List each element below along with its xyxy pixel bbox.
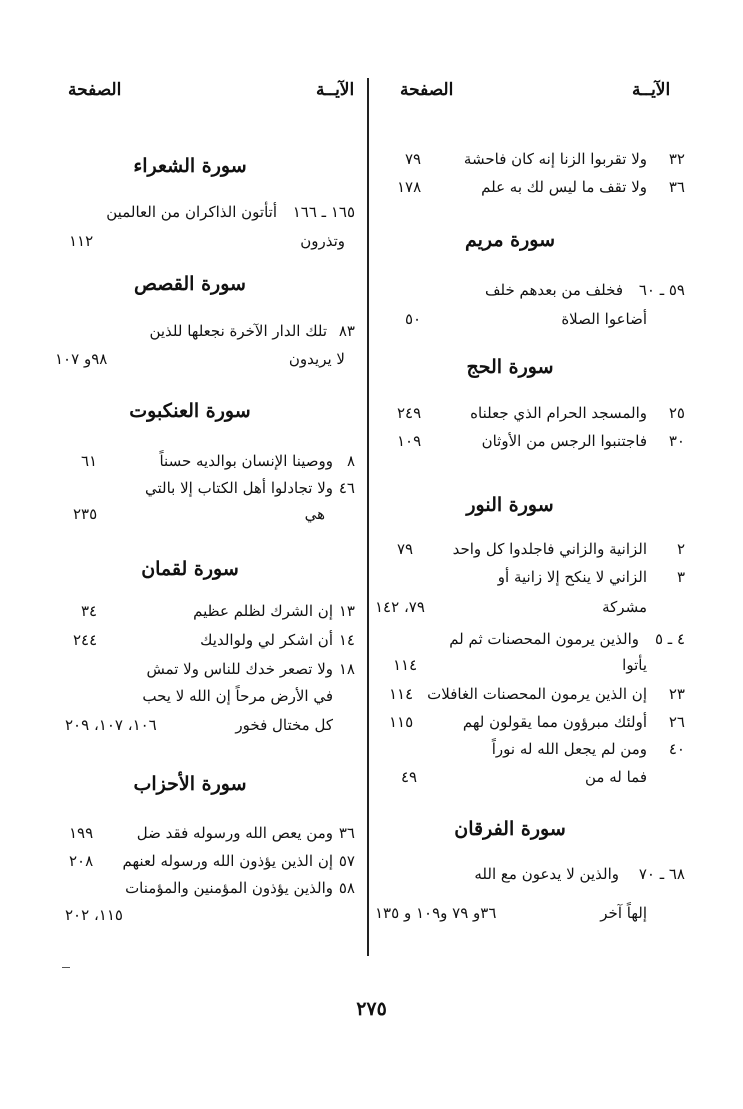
index-row: ٣٦ ولا تقف ما ليس لك به علم ١٧٨: [397, 178, 685, 196]
index-row: ١٣ إن الشرك لظلم عظيم ٣٤: [81, 602, 355, 620]
index-row: ٣٢ ولا تقربوا الزنا إنه كان فاحشة ٧٩: [405, 150, 685, 168]
index-row: فما له من ٤٩: [401, 768, 647, 786]
index-row: ٦٨ ـ ٧٠ والذين لا يدعون مع الله: [474, 865, 685, 883]
index-row: إلهاً آخر ٣٦و ٧٩ و١٠٩ و ١٣٥: [375, 904, 647, 922]
page-number: ٢٧٥: [356, 998, 387, 1020]
index-row: ٣٦ ومن يعص الله ورسوله فقد ضل ١٩٩: [69, 824, 355, 842]
left-column: [55, 0, 355, 1000]
index-row: ١٦٥ ـ ١٦٦ أتأتون الذاكران من العالمين: [106, 203, 355, 221]
index-row: لا يريدون ٩٨و ١٠٧: [55, 350, 345, 368]
header-aya-right: الآيــة: [632, 80, 671, 100]
index-row: وتذرون ١١٢: [69, 232, 345, 250]
index-row: ١٤ أن اشكر لي ولوالديك ٢٤٤: [73, 631, 355, 649]
index-row: ٢٦ أولئك مبرؤون مما يقولون لهم ١١٥: [389, 713, 685, 731]
print-mark: [62, 967, 70, 968]
index-row: أضاعوا الصلاة ٥٠: [405, 310, 647, 328]
surah-title: سورة الفرقان: [454, 818, 566, 840]
index-row: ١٨ ولا تصعر خدك للناس ولا تمش: [146, 660, 355, 678]
index-row: ٥٩ ـ ٦٠ فخلف من بعدهم خلف: [484, 281, 685, 299]
index-row: ٣٠ فاجتنبوا الرجس من الأوثان ١٠٩: [397, 432, 685, 450]
column-divider: [367, 78, 369, 956]
index-row: ٨ ووصينا الإنسان بوالديه حسناً ٦١: [81, 452, 355, 470]
surah-title: سورة العنكبوت: [129, 400, 251, 422]
index-row: ٤٠ ومن لم يجعل الله له نوراً: [491, 740, 685, 758]
index-row: هي ٢٣٥: [73, 505, 325, 523]
surah-title: سورة النور: [466, 494, 554, 516]
surah-title: سورة مريم: [464, 229, 556, 251]
index-row: ٤ ـ ٥ والذين يرمون المحصنات ثم لم: [449, 630, 685, 648]
surah-title: سورة الشعراء: [133, 155, 247, 177]
index-row: ٢٥ والمسجد الحرام الذي جعلناه ٢٤٩: [397, 404, 685, 422]
index-row: ٢٣ إن الذين يرمون المحصنات الغافلات ١١٤: [389, 685, 685, 703]
right-column: [375, 0, 685, 1000]
surah-title: سورة لقمان: [141, 558, 239, 580]
index-row: ١١٥، ٢٠٢: [65, 906, 123, 924]
index-row: ٢ الزانية والزاني فاجلدوا كل واحد ٧٩: [397, 540, 685, 558]
index-row: كل مختال فخور ١٠٦، ١٠٧، ٢٠٩: [65, 716, 333, 734]
index-row: ٤٦ ولا تجادلوا أهل الكتاب إلا بالتي: [145, 479, 355, 497]
index-row: ٨٣ تلك الدار الآخرة نجعلها للذين: [149, 322, 355, 340]
header-aya-left: الآيــة: [316, 80, 355, 100]
surah-title: سورة القصص: [134, 273, 246, 295]
index-row: مشركة ٧٩، ١٤٢: [375, 598, 647, 616]
header-page-left: الصفحة: [68, 80, 122, 100]
header-page-right: الصفحة: [400, 80, 454, 100]
index-row: في الأرض مرحاً إن الله لا يحب: [142, 687, 333, 705]
index-row: ٣ الزاني لا ينكح إلا زانية أو: [497, 568, 685, 586]
surah-title: سورة الأحزاب: [133, 773, 247, 795]
index-row: ٥٨ والذين يؤذون المؤمنين والمؤمنات: [125, 879, 355, 897]
index-row: ٥٧ إن الذين يؤذون الله ورسوله لعنهم ٢٠٨: [69, 852, 355, 870]
surah-title: سورة الحج: [466, 356, 554, 378]
index-row: يأتوا ١١٤: [393, 656, 647, 674]
